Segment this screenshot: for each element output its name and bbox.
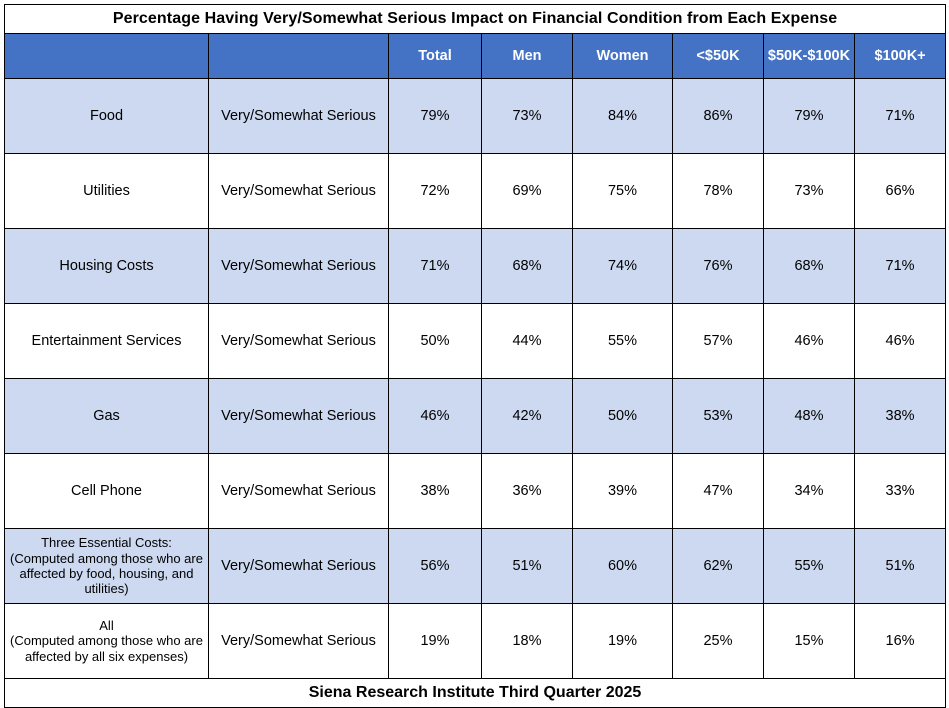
- impact-table: [4, 4, 946, 708]
- row-expense-name: Three Essential Costs:: [41, 535, 172, 551]
- cell-50k-100k: 68%: [764, 229, 855, 304]
- cell-women: 74%: [573, 229, 673, 304]
- cell-under-50k: 76%: [673, 229, 764, 304]
- cell-men: 42%: [482, 379, 573, 454]
- header-100k-plus: $100K+: [855, 34, 946, 79]
- source-note: Siena Research Institute Third Quarter 2025: [5, 679, 946, 708]
- cell-women: 60%: [573, 529, 673, 604]
- row-expense-label: [5, 529, 209, 604]
- cell-50k-100k: 34%: [764, 454, 855, 529]
- row-measure: Very/Somewhat Serious: [209, 154, 389, 229]
- row-expense-label: [5, 154, 209, 229]
- cell-50k-100k: 79%: [764, 79, 855, 154]
- cell-men: 18%: [482, 604, 573, 679]
- cell-50k-100k: 55%: [764, 529, 855, 604]
- cell-50k-100k: 73%: [764, 154, 855, 229]
- row-expense-label: [5, 379, 209, 454]
- table-row: [5, 379, 946, 454]
- cell-100k-plus: 46%: [855, 304, 946, 379]
- table-row: [5, 304, 946, 379]
- row-measure: Very/Somewhat Serious: [209, 379, 389, 454]
- cell-women: 55%: [573, 304, 673, 379]
- row-expense-label: [5, 454, 209, 529]
- cell-total: 46%: [389, 379, 482, 454]
- cell-100k-plus: 16%: [855, 604, 946, 679]
- cell-men: 73%: [482, 79, 573, 154]
- cell-under-50k: 86%: [673, 79, 764, 154]
- cell-men: 44%: [482, 304, 573, 379]
- table-row: [5, 154, 946, 229]
- row-expense-label: [5, 304, 209, 379]
- cell-women: 39%: [573, 454, 673, 529]
- row-measure: Very/Somewhat Serious: [209, 529, 389, 604]
- cell-50k-100k: 48%: [764, 379, 855, 454]
- table-header-row: [5, 34, 946, 79]
- row-measure: Very/Somewhat Serious: [209, 454, 389, 529]
- header-measure: [209, 34, 389, 79]
- cell-100k-plus: 33%: [855, 454, 946, 529]
- row-expense-label: [5, 79, 209, 154]
- cell-50k-100k: 15%: [764, 604, 855, 679]
- cell-men: 68%: [482, 229, 573, 304]
- cell-under-50k: 25%: [673, 604, 764, 679]
- cell-women: 50%: [573, 379, 673, 454]
- row-expense-name: Cell Phone: [71, 482, 142, 499]
- header-men: Men: [482, 34, 573, 79]
- cell-total: 56%: [389, 529, 482, 604]
- cell-men: 51%: [482, 529, 573, 604]
- cell-100k-plus: 71%: [855, 79, 946, 154]
- row-expense-label: [5, 229, 209, 304]
- row-measure: Very/Somewhat Serious: [209, 229, 389, 304]
- page-title: Percentage Having Very/Somewhat Serious Impact on Financial Condition from Each Expense: [5, 5, 946, 34]
- cell-under-50k: 62%: [673, 529, 764, 604]
- row-expense-name: Entertainment Services: [31, 332, 182, 349]
- row-expense-name: Food: [89, 107, 124, 124]
- header-total: Total: [389, 34, 482, 79]
- row-expense-note: (Computed among those who are affected by all six expenses): [10, 633, 203, 664]
- header-under-50k: <$50K: [673, 34, 764, 79]
- header-50k-100k: $50K-$100K: [764, 34, 855, 79]
- cell-total: 79%: [389, 79, 482, 154]
- row-measure: Very/Somewhat Serious: [209, 604, 389, 679]
- cell-women: 19%: [573, 604, 673, 679]
- row-expense-name: Gas: [93, 407, 120, 424]
- cell-100k-plus: 51%: [855, 529, 946, 604]
- cell-100k-plus: 38%: [855, 379, 946, 454]
- cell-men: 69%: [482, 154, 573, 229]
- cell-under-50k: 53%: [673, 379, 764, 454]
- cell-100k-plus: 66%: [855, 154, 946, 229]
- cell-50k-100k: 46%: [764, 304, 855, 379]
- cell-total: 19%: [389, 604, 482, 679]
- row-measure: Very/Somewhat Serious: [209, 304, 389, 379]
- table-row: [5, 454, 946, 529]
- table-row: [5, 604, 946, 679]
- row-expense-label: [5, 604, 209, 679]
- cell-men: 36%: [482, 454, 573, 529]
- table-row: [5, 529, 946, 604]
- table-row: [5, 229, 946, 304]
- row-expense-name: Utilities: [83, 182, 130, 199]
- cell-women: 75%: [573, 154, 673, 229]
- cell-total: 72%: [389, 154, 482, 229]
- header-women: Women: [573, 34, 673, 79]
- row-expense-name: All: [99, 618, 114, 633]
- header-expense: [5, 34, 209, 79]
- cell-under-50k: 57%: [673, 304, 764, 379]
- cell-total: 71%: [389, 229, 482, 304]
- cell-women: 84%: [573, 79, 673, 154]
- table-row: [5, 79, 946, 154]
- row-measure: Very/Somewhat Serious: [209, 79, 389, 154]
- row-expense-note: (Computed among those who are affected by food, housing, and utilities): [10, 550, 203, 597]
- cell-total: 38%: [389, 454, 482, 529]
- cell-total: 50%: [389, 304, 482, 379]
- cell-100k-plus: 71%: [855, 229, 946, 304]
- row-expense-name: Housing Costs: [59, 257, 154, 274]
- table-title-row: [5, 5, 946, 34]
- table-footer-row: [5, 679, 946, 708]
- cell-under-50k: 47%: [673, 454, 764, 529]
- cell-under-50k: 78%: [673, 154, 764, 229]
